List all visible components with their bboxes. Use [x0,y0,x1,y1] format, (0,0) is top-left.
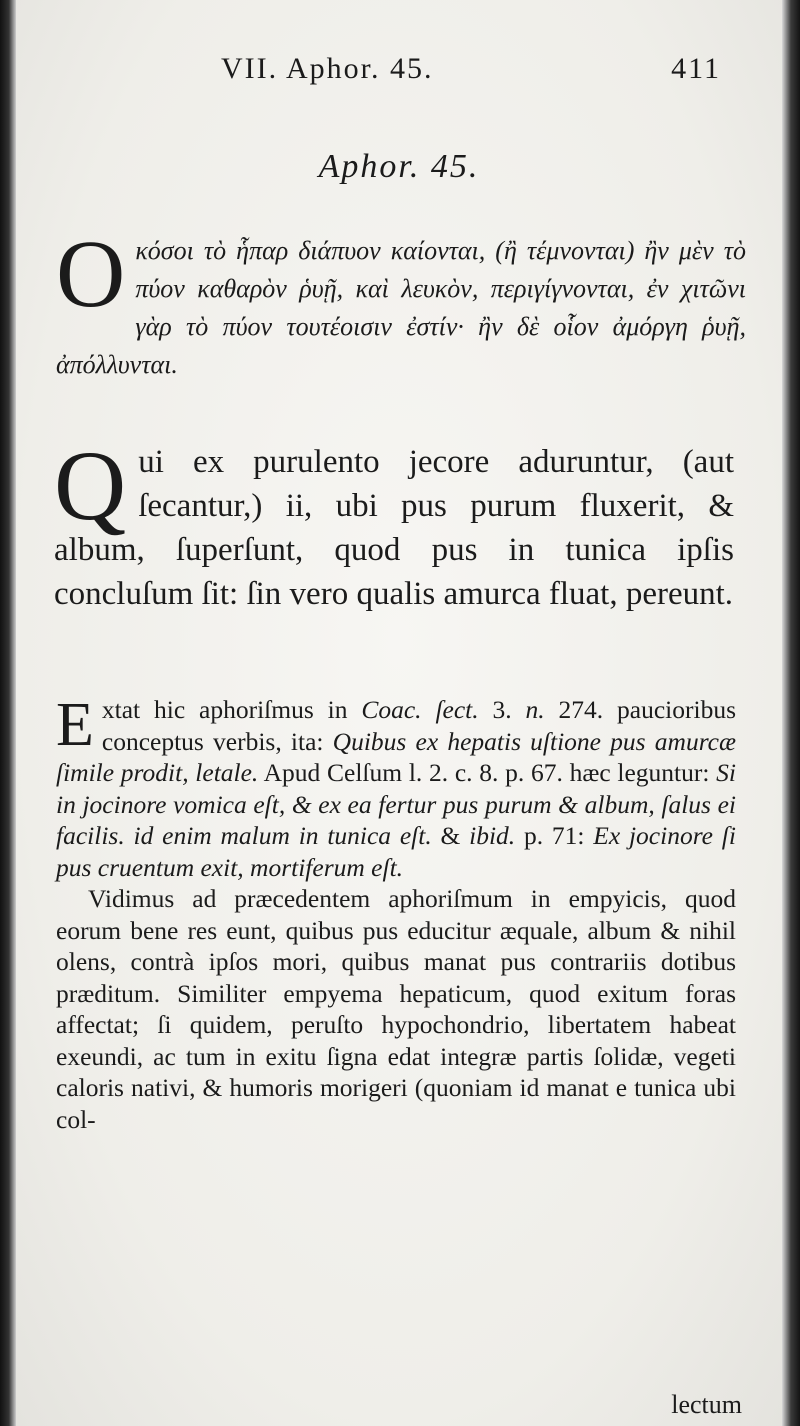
quotation-coac: Quibus ex hepatis uſtione pus amurcæ ſimile prodit, letale. [56,726,737,787]
commentary [56,691,737,1135]
commentary-paragraph-1 [56,691,737,883]
greek-body: κόσοι τὸ ἧπαρ διάπυον καίονται, (ἢ τέμνονται) ἢν μὲν τὸ πύον καθαρὸν ῥυῇ, καὶ λευκὸν, περιγίγνονται, ἐν χιτῶνι γὰρ τὸ πύον τουτέοισιν ἐστίν· ἢν δὲ οἷον ἀμόργη ῥυῇ, ἀπόλλυνται. [56,236,746,379]
latin-body: ui ex purulento jecore aduruntur, (aut ſecantur,) ii, ubi pus purum fluxerit, & album, ſuperſunt, quod pus in tunica ipſis concluſum ſit: ſin vero qualis amurca fluat, pereunt. [54,444,734,612]
running-head-title: VII. Aphor. 45. [221,52,434,85]
citation-coac: Coac. ſect. [361,695,479,724]
book-page [16,0,782,1426]
quotation-celsus-1: Si in jocinore vomica eſt, & ex ea fertur pus purum & album, ſalus ei facilis. id enim malum in tunica eſt. [56,758,736,850]
commentary-dropcap: E [56,691,94,759]
commentary-paragraph-2: Vidimus ad præcedentem aphoriſmum in empyicis, quod eorum bene res eunt, quibus pus educitur æquale, album & nihil olens, contrà ipſos mori, quibus manat pus contrariis dotibus præditum. Similiter empyema hepaticum, quod exitum foras affectat; ſi quidem, peruſto hypochondrio, libertatem habeat exeundi, ac tum in exitu ſigna edat integræ partis ſolidæ, vegeti caloris nativi, & humoris morigeri (quoniam id manat e tunica ubi col- [56,884,736,1134]
citation-ibid: ibid. [469,821,516,850]
citation-number-label: n. [525,695,545,724]
greek-dropcap: Ο [56,220,126,327]
quotation-celsus-2: Ex jocinore ſi pus cruentum exit, mortiferum eſt. [56,821,736,882]
aphorism-heading: Aphor. 45. [318,148,480,185]
commentary-text: xtat hic aphoriſmus in [101,695,362,724]
greek-text [56,220,746,384]
page-number: 411 [671,52,721,85]
catchword: lectum [671,1390,742,1419]
page-edge-left [0,0,16,1426]
latin-dropcap: Q [54,430,127,541]
commentary-text: 274. paucioribus conceptus verbis, ita: [101,695,736,756]
latin-translation [54,430,734,616]
commentary-text: 3. [478,695,526,724]
commentary-text: Apud Celſum l. 2. c. 8. p. 67. hæc leguntur: [258,758,717,787]
commentary-text: p. 71: [515,821,594,850]
page-edge-right [782,0,800,1426]
commentary-text: & [431,821,470,850]
running-head [221,52,721,92]
